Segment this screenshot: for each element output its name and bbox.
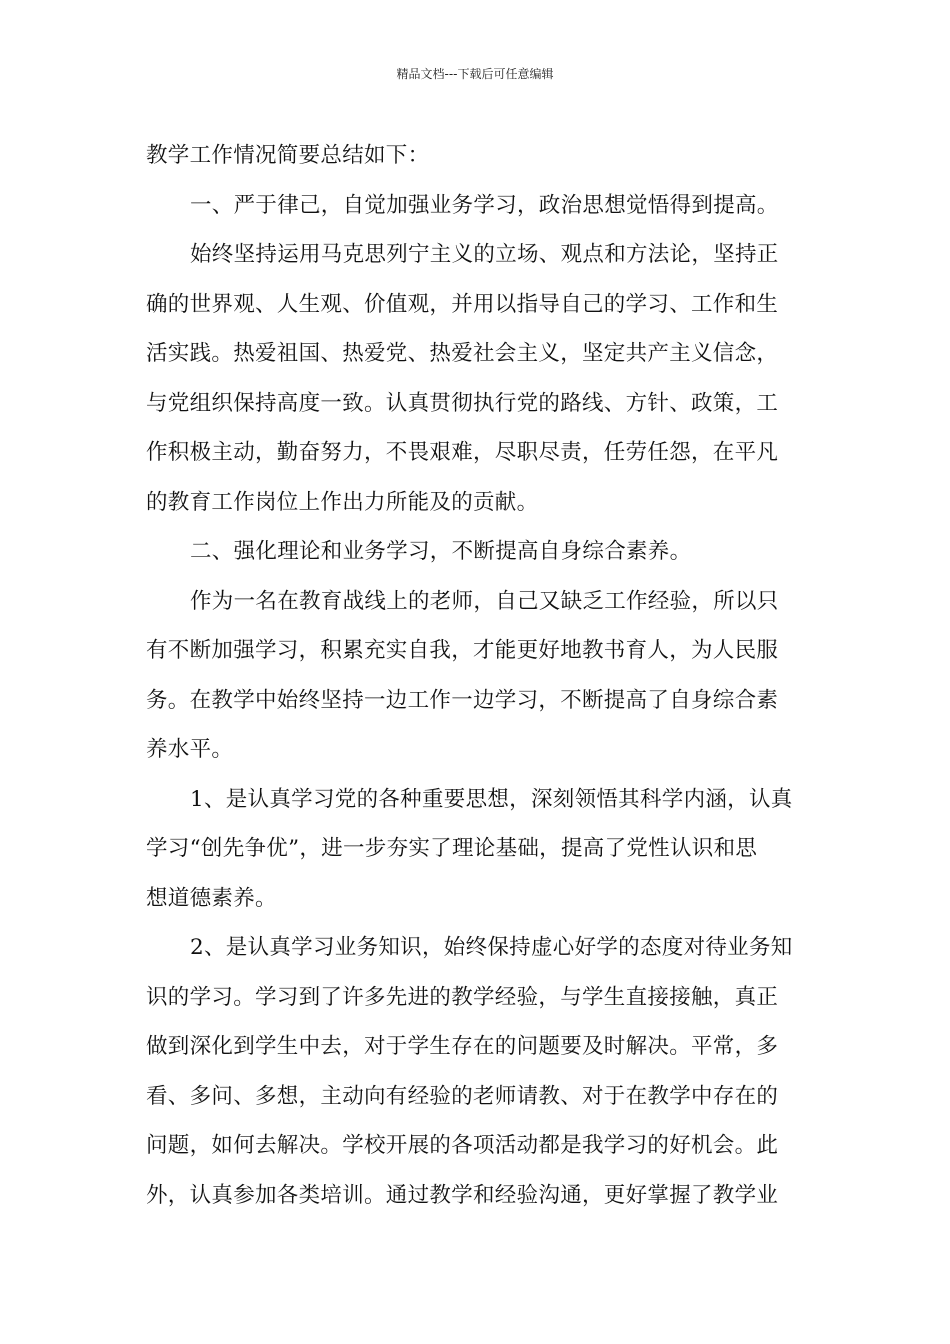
paragraph-line: 务。在教学中始终坚持一边工作一边学习，不断提高了自身综合素 (146, 687, 779, 713)
intro-line: 教学工作情况简要总结如下： (146, 143, 430, 168)
document-body (146, 131, 806, 1220)
paragraph-line: 作为一名在教育战线上的老师，自己又缺乏工作经验，所以只 (190, 588, 779, 614)
paragraph-line: 始终坚持运用马克思列宁主义的立场、观点和方法论，坚持正 (190, 242, 779, 267)
paragraph-line: 作积极主动，勤奋努力，不畏艰难，尽职尽责，任劳任怨，在平凡 (146, 440, 779, 465)
paragraph-line: 的教育工作岗位上作出力所能及的贡献。 (146, 489, 539, 515)
paragraph-line: 识的学习。学习到了许多先进的教学经验，与学生直接接触，真正 (146, 984, 779, 1010)
paragraph-line: 与党组织保持高度一致。认真贯彻执行党的路线、方针、政策，工 (146, 390, 779, 416)
paragraph-line: 看、多问、多想，主动向有经验的老师请教、对于在教学中存在的 (146, 1083, 779, 1109)
list-item-1: 1、是认真学习党的各种重要思想，深刻领悟其科学内涵，认真 (190, 786, 793, 812)
section-heading-2: 二、强化理论和业务学习，不断提高自身综合素养。 (190, 539, 692, 564)
section-heading-1: 一、严于律己，自觉加强业务学习，政治思想觉悟得到提高。 (190, 192, 779, 218)
paragraph-line: 学习“创先争优”，进一步夯实了理论基础，提高了党性认识和思 (146, 836, 758, 861)
paragraph-line: 养水平。 (146, 737, 234, 762)
paragraph-line: 确的世界观、人生观、价值观，并用以指导自己的学习、工作和生 (146, 291, 779, 317)
paragraph-line: 有不断加强学习，积累充实自我，才能更好地教书育人，为人民服 (146, 638, 779, 663)
paragraph-line: 做到深化到学生中去，对于学生存在的问题要及时解决。平常，多 (146, 1034, 779, 1059)
page-header: 精品文档---下载后可任意编辑 (396, 67, 554, 81)
list-item-2: 2、是认真学习业务知识，始终保持虚心好学的态度对待业务知 (190, 935, 793, 960)
paragraph-line: 外，认真参加各类培训。通过教学和经验沟通，更好掌握了教学业 (146, 1182, 779, 1208)
paragraph-line: 活实践。热爱祖国、热爱党、热爱社会主义，坚定共产主义信念， (146, 341, 779, 366)
paragraph-line: 问题，如何去解决。学校开展的各项活动都是我学习的好机会。此 (146, 1133, 779, 1158)
paragraph-line: 想道德素养。 (146, 885, 277, 911)
